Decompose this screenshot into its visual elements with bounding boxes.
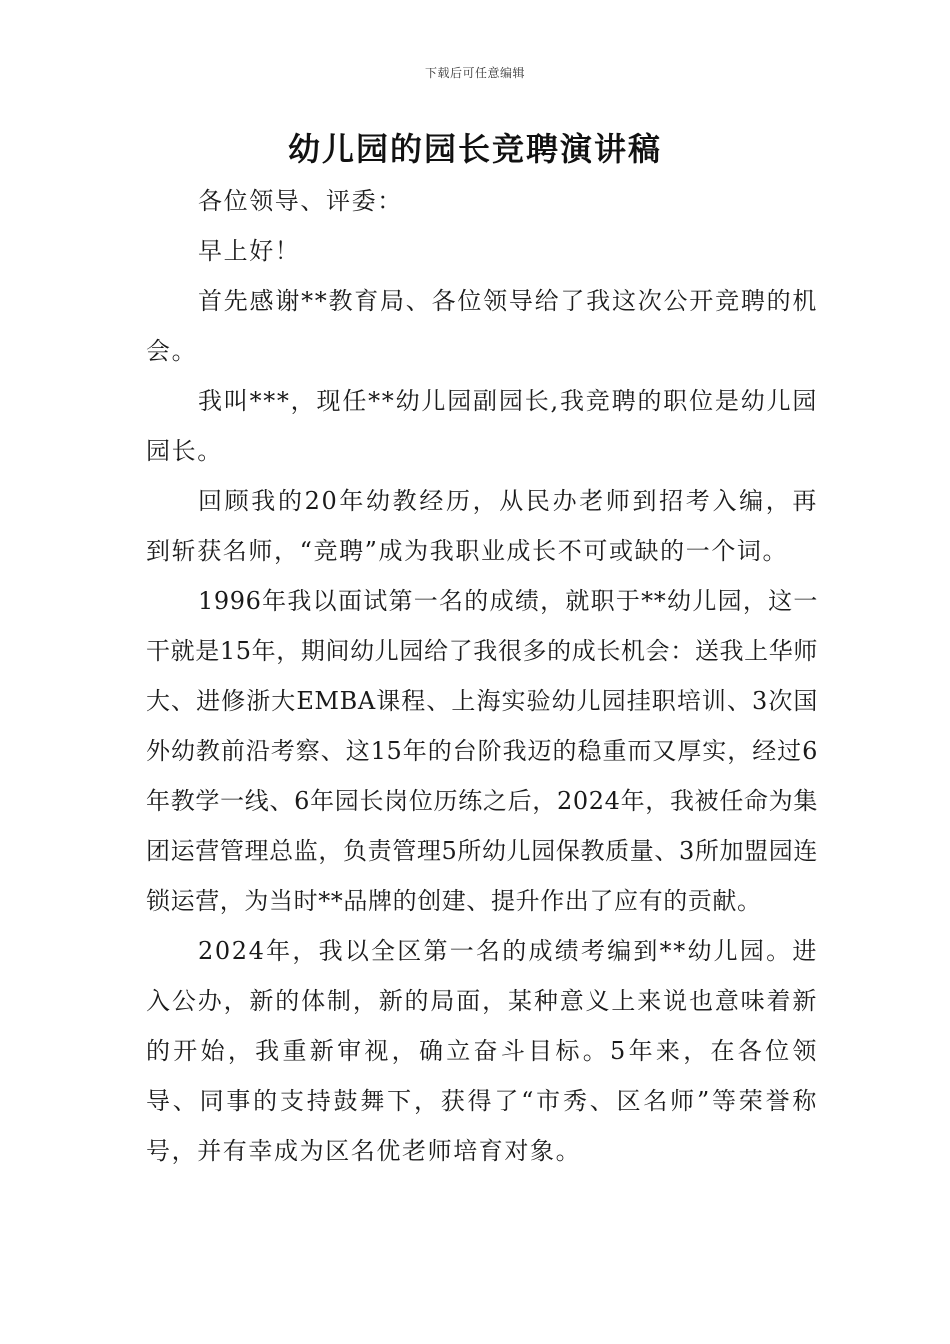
- paragraph-introduction: 我叫***，现任**幼儿园副园长,我竞聘的职位是幼儿园园长。: [146, 387, 818, 465]
- header-note: 下载后可任意编辑: [424, 66, 525, 80]
- paragraph-thanks: 首先感谢**教育局、各位领导给了我这次公开竞聘的机会。: [146, 287, 818, 365]
- paragraph-career-2024: 2024年，我以全区第一名的成绩考编到**幼儿园。进入公办，新的体制，新的局面，某种意义上来说也意味着新的开始，我重新审视，确立奋斗目标。5年来，在各位领导、同事的支持鼓舞下，获得了“市秀、区名师”等荣誉称号，并有幸成为区名优老师培育对象。: [146, 937, 818, 1165]
- document-title: 幼儿园的园长竞聘演讲稿: [287, 130, 662, 168]
- paragraph-greeting: 早上好！: [198, 237, 301, 265]
- document-body: [146, 176, 818, 1176]
- paragraph-career-1996: 1996年我以面试第一名的成绩，就职于**幼儿园，这一干就是15年，期间幼儿园给了我很多的成长机会：送我上华师大、进修浙大EMBA课程、上海实验幼儿园挂职培训、3次国外幼教前沿考察、这15年的台阶我迈的稳重而又厚实，经过6年教学一线、6年园长岗位历练之后，2024年，我被任命为集团运营管理总监，负责管理5所幼儿园保教质量、3所加盟园连锁运营，为当时**品牌的创建、提升作出了应有的贡献。: [146, 587, 818, 915]
- paragraph-salutation: 各位领导、评委：: [198, 187, 403, 215]
- paragraph-review: 回顾我的20年幼教经历，从民办老师到招考入编，再到斩获名师，“竞聘”成为我职业成长不可或缺的一个词。: [146, 487, 818, 565]
